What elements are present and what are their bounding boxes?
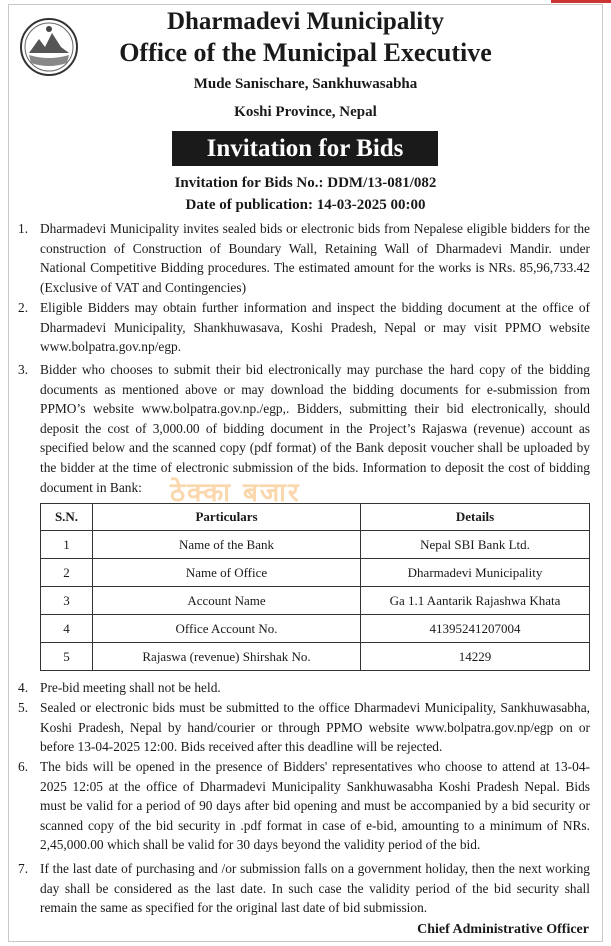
paragraph-3: [18, 360, 590, 497]
paragraph-number: 6.: [18, 759, 29, 774]
paragraph-6: [18, 757, 590, 855]
table-cell: 1: [41, 531, 93, 559]
bid-number: Invitation for Bids No.: DDM/13-081/082: [174, 175, 437, 191]
signature-title: Chief Administrative Officer: [417, 922, 589, 937]
paragraph-number: 1.: [18, 221, 29, 236]
table-cell: 4: [41, 615, 93, 643]
table-cell: 41395241207004: [361, 615, 590, 643]
paragraph-4: [18, 678, 590, 698]
top-accent-line: [551, 0, 611, 3]
table-cell: 14229: [361, 643, 590, 671]
table-row: [41, 531, 590, 559]
table-cell: Office Account No.: [93, 615, 361, 643]
table-row: [41, 587, 590, 615]
municipality-name: Dharmadevi Municipality: [166, 8, 445, 35]
paragraph-7: [18, 859, 590, 918]
table-cell: Name of the Bank: [93, 531, 361, 559]
table-row: [41, 643, 590, 671]
paragraph-text: Bidder who chooses to submit their bid electronically may purchase the hard copy of the bidding documents as mentioned above or may download the bidding documents for e-submission from PPMO’s website www.bolpatra.gov.np./egp,. Bidders, submitting their bid electronically, should deposit the cost of 3,000.00 of bidding document in the Project’s Rajaswa (revenue) account as specified below and the scanned copy (pdf format) of the Bank deposit voucher shall be uploaded by the bidder at the time of electronic submission of the bids. Information to deposit the cost of bidding document in Bank:: [40, 362, 590, 495]
table-row: [41, 559, 590, 587]
paragraph-text: Dharmadevi Municipality invites sealed bids or electronic bids from Nepalese eligible bidders for the construction of Construction of Boundary Wall, Retaining Wall of Dharmadevi Mandir. under National Competitive Bidding procedures. The estimated amount for the works is NRs. 85,96,733.42 (Exclusive of VAT and Contingencies): [40, 221, 590, 295]
paragraph-text: Pre-bid meeting shall not be held.: [40, 680, 221, 695]
paragraph-2: [18, 298, 590, 357]
table-cell: 2: [41, 559, 93, 587]
table-header-row: [41, 504, 590, 531]
address-line-1: Mude Sanischare, Sankhuwasabha: [193, 76, 418, 92]
paragraph-1: [18, 219, 590, 297]
paragraph-number: 7.: [18, 861, 29, 876]
paragraph-text: The bids will be opened in the presence of Bidders' representatives who choose to attend at 13-04-2025 12:05 at the office of Dharmadevi Municipality Sankhuwasabha Koshi Pradesh Nepal. Bids must be valid for a period of 90 days after bid opening and must be accompanied by a bid security or scanned copy of the bid security in .pdf format in case of e-bid, amounting to a minimum of NRs. 2,45,000.00 which shall be valid for 30 days beyond the validity period of the bid.: [40, 759, 590, 853]
bank-details-table: [40, 503, 590, 671]
table-row: [41, 615, 590, 643]
watermark-logo: ठेक्का बजार: [170, 478, 301, 508]
table-cell: Rajaswa (revenue) Shirshak No.: [93, 643, 361, 671]
column-header: Details: [361, 504, 590, 531]
paragraph-number: 5.: [18, 700, 29, 715]
table-cell: 3: [41, 587, 93, 615]
address-line-2: Koshi Province, Nepal: [234, 104, 377, 120]
paragraph-text: Eligible Bidders may obtain further information and inspect the bidding document at the office of Dharmadevi Municipality, Shankhuwasava, Koshi Pradesh, Nepal or may visit PPMO website www.bolpatra.gov.np/egp.: [40, 300, 590, 355]
table-cell: 5: [41, 643, 93, 671]
office-name: Office of the Municipal Executive: [119, 38, 492, 67]
column-header: S.N.: [41, 504, 93, 531]
paragraph-text: Sealed or electronic bids must be submitted to the office Dharmadevi Municipality, Sankhuwasabha, Koshi Pradesh, Nepal by hand/courier or through PPMO website www.bolpatra.gov.np/egp on or before 13-04-2025 12:00. Bids received after this deadline will be rejected.: [40, 700, 590, 755]
paragraph-5: [18, 698, 590, 757]
column-header: Particulars: [93, 504, 361, 531]
notice-title-banner: Invitation for Bids: [172, 131, 438, 166]
paragraph-number: 3.: [18, 362, 29, 377]
paragraph-text: If the last date of purchasing and /or submission falls on a government holiday, then the next working day shall be considered as the last date. In such case the validity period of the bid security shall remain the same as specified for the original last date of bid submission.: [40, 861, 590, 916]
table-cell: Dharmadevi Municipality: [361, 559, 590, 587]
table-cell: Ga 1.1 Aantarik Rajashwa Khata: [361, 587, 590, 615]
table-cell: Nepal SBI Bank Ltd.: [361, 531, 590, 559]
publication-date: Date of publication: 14-03-2025 00:00: [185, 197, 426, 213]
paragraph-number: 4.: [18, 680, 29, 695]
paragraph-number: 2.: [18, 300, 29, 315]
table-cell: Name of Office: [93, 559, 361, 587]
table-cell: Account Name: [93, 587, 361, 615]
